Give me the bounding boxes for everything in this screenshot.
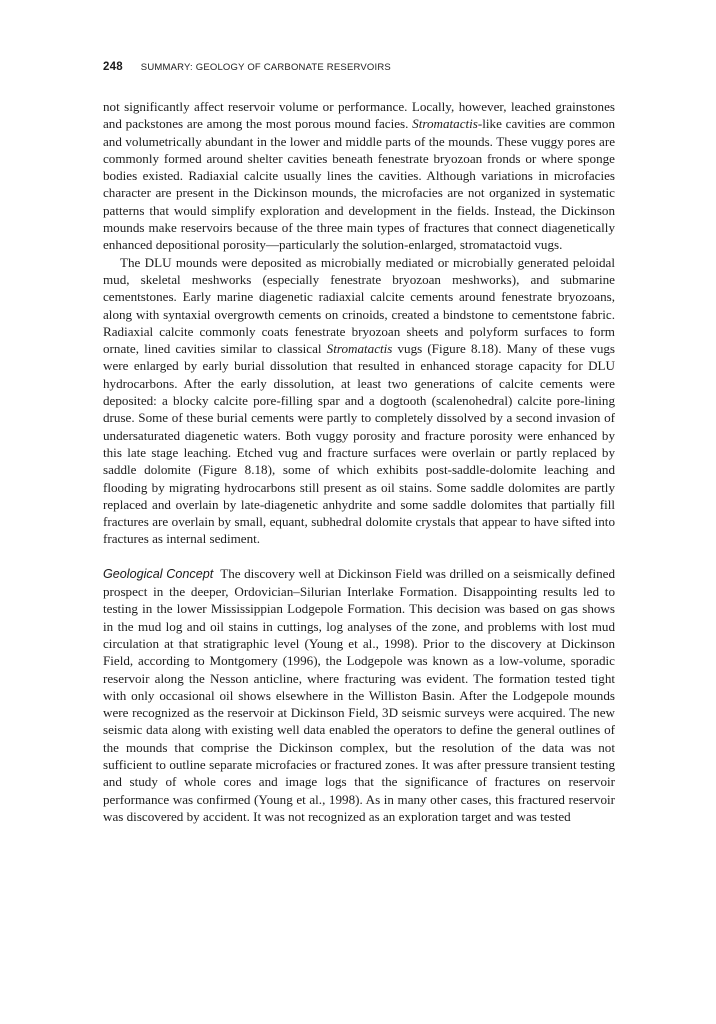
paragraph-1 — [103, 98, 615, 254]
paragraph-2-italic-term: Stromatactis — [326, 341, 393, 357]
paragraph-2 — [103, 254, 615, 548]
paragraph-geological-concept — [103, 565, 615, 825]
paragraph-1-text-a: not significantly affect reservoir volume or performance. Locally, however, leached grainstones and packstones are among the most porous mound facies. — [103, 99, 615, 132]
book-page — [103, 60, 615, 825]
running-header — [103, 60, 615, 74]
section-label-geological-concept: Geological Concept — [103, 566, 214, 581]
paragraph-3-text: The discovery well at Dickinson Field was drilled on a seismically defined prospect in the deeper, Ordovician–Silurian Interlake Formation. Disappointing results led to testing in the lower Mississippian Lodgepole Formation. This decision was based on gas shows in the mud log and oil stains in cuttings, log analyses of the zone, and problems with lost mud circulation at that stratigraphic level (Young et al., 1998). Prior to the discovery at Dickinson Field, according to Montgomery (1996), the Lodgepole was known as a low-volume, sporadic reservoir along the Nesson anticline, where fracturing was evident. The formation tested tight with only occasional oil shows elsewhere in the Williston Basin. After the Lodgepole mounds were recognized as the reservoir at Dickinson Field, 3D seismic surveys were acquired. The new seismic data along with existing well data enabled the operators to define the general outlines of the mounds that comprise the Dickinson complex, but the resolution of the data was not sufficient to outline separate microfacies or fractured zones. It was after pressure transient testing and study of whole cores and image logs that the significance of fractures on reservoir performance was confirmed (Young et al., 1998). As in many other cases, this fractured reservoir was discovered by accident. It was not recognized as an exploration target and was tested — [103, 565, 615, 824]
page-number: 248 — [103, 61, 123, 73]
body-text — [103, 98, 615, 825]
paragraph-2-text-a: The DLU mounds were deposited as microbially mediated or microbially generated peloidal mud, skeletal meshworks (especially fenestrate bryozoan meshworks), and submarine cementstones. Early marine diagenetic radiaxial calcite cements around fenestrate bryozoans, along with syntaxial overgrowth cements on crinoids, created a bindstone to cementstone fabric. Radiaxial calcite commonly coats fenestrate bryozoan sheets and polyform surfaces to form ornate, lined cavities similar to classical — [103, 254, 615, 357]
running-title: SUMMARY: GEOLOGY OF CARBONATE RESERVOIRS — [140, 62, 391, 73]
paragraph-1-italic-term: Stromatactis — [412, 116, 478, 132]
paragraph-1-text-b: -like cavities are common and volumetrically abundant in the lower and middle parts of the mounds. These vuggy pores are commonly formed around shelter cavities beneath fenestrate bryozoan fronds or where sponge bodies existed. Radiaxial calcite usually lines the cavities. Although variations in microfacies character are present in the Dickinson mounds, the microfacies are not organized in systematic patterns that would simplify exploration and development in the fields. Instead, the Dickinson mounds make reservoirs because of the three main types of fractures that connect diagenetically enhanced depositional porosity—particularly the solution-enlarged, stromatactoid vugs. — [103, 116, 615, 253]
paragraph-2-text-b: vugs (Figure 8.18). Many of these vugs were enlarged by early burial dissolution that resulted in enhanced storage capacity for DLU hydrocarbons. After the early dissolution, at least two generations of calcite cements were deposited: a blocky calcite pore-filling spar and a dogtooth (scalenohedral) calcite pore-lining druse. Some of these burial cements were partly to completely dissolved by a second invasion of undersaturated diagenetic waters. Both vuggy porosity and fracture porosity were enhanced by this late stage leaching. Etched vug and fracture surfaces were overlain or partly replaced by saddle dolomite (Figure 8.18), some of which exhibits post-saddle-dolomite leaching and flooding by migrating hydrocarbons still present as oil stains. Some saddle dolomites are partly replaced and overlain by late-diagenetic anhydrite and some saddle dolomites that partially fill fractures are overlain by small, equant, subhedral dolomite crystals that appear to have sifted into fractures as internal sediment. — [103, 341, 616, 547]
